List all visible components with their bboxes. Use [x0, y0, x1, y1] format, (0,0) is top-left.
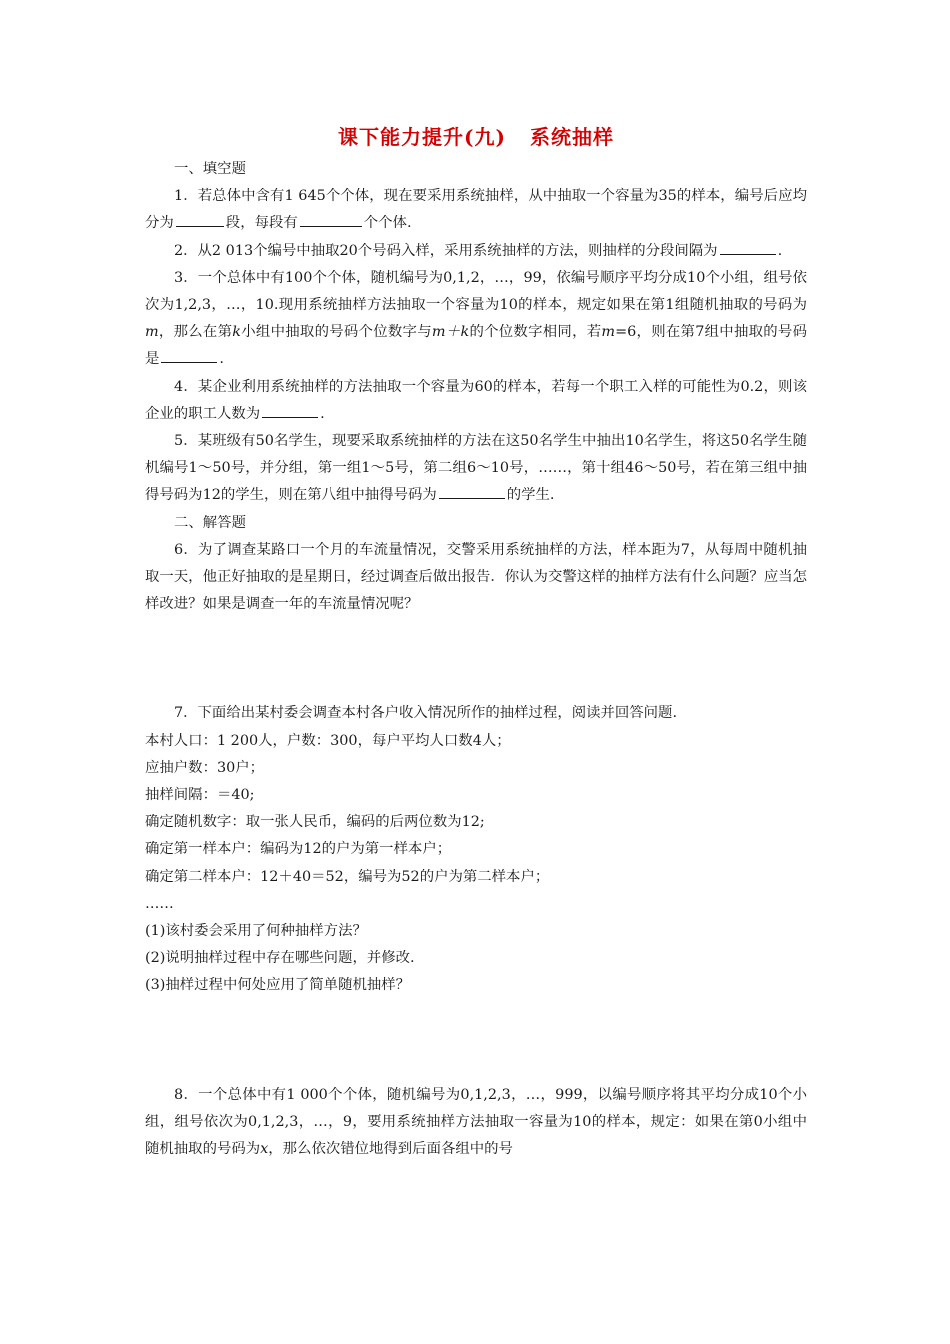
q7-subquestion-2: (2)说明抽样过程中存在哪些问题，并修改.	[145, 950, 415, 967]
section-heading-answer: 二、解答题	[174, 514, 246, 531]
question-7-intro: 7．下面给出某村委会调查本村各户收入情况所作的抽样过程，阅读并回答问题.	[174, 705, 678, 722]
question-4	[145, 374, 807, 428]
q3-text-a: 3．一个总体中有100个个体，随机编号为0,1,2，…，99，依编号顺序平均分成10个小组，组号依次为1,2,3，…，10.现用系统抽样方法抽取一个容量为10的样本，规定如果在第1组随机抽取的号码为	[145, 269, 807, 314]
q2-text-b: .	[777, 242, 783, 259]
answer-blank	[161, 346, 217, 363]
q1-text-b: 段，每段有	[225, 215, 298, 232]
q1-text-a: 1．若总体中含有1 645个个体，现在要采用系统抽样，从中抽取一个容量为35的样本，编号后应均分为	[145, 188, 807, 232]
document-page	[145, 120, 807, 1163]
q5-text-b: 的学生.	[506, 487, 555, 504]
q7-line: 应抽户数：30户；	[145, 759, 265, 776]
q7-line: 抽样间隔：＝40;	[145, 787, 255, 804]
answer-space	[145, 618, 807, 700]
q7-subquestion-1: (1)该村委会采用了何种抽样方法？	[145, 923, 367, 940]
q4-text-b: .	[320, 405, 325, 422]
variable-m: m	[601, 324, 616, 341]
q7-line: ……	[145, 895, 174, 912]
answer-blank	[176, 210, 224, 227]
question-8	[145, 1082, 807, 1164]
q4-text-a: 4．某企业利用系统抽样的方法抽取一个容量为60的样本，若每一个职工入样的可能性为0.2，则该企业的职工人数为	[145, 378, 807, 422]
variable-k: k	[232, 324, 241, 341]
q3-text-e: =6，则在第7组中抽取的号码是	[145, 324, 807, 368]
question-6: 6．为了调查某路口一个月的车流量情况，交警采用系统抽样的方法，样本距为7，从每周中随机抽取一天，他正好抽取的是星期日，经过调查后做出报告．你认为交警这样的抽样方法有什么问题？应当怎样改进？如果是调查一年的车流量情况呢？	[145, 541, 807, 613]
q3-text-d: 的个位数字相同，若	[469, 324, 602, 341]
q7-line: 本村人口：1 200人，户数：300，每户平均人口数4人；	[145, 732, 511, 749]
variable-m: m	[145, 324, 159, 341]
answer-blank	[262, 401, 318, 418]
title-sub: 系统抽样	[529, 125, 614, 149]
answer-blank	[439, 482, 505, 499]
title-main: 课下能力提升(九)	[338, 125, 506, 149]
answer-blank	[720, 238, 776, 255]
q1-text-c: 个个体.	[363, 215, 412, 232]
section-heading-fill-blank: 一、填空题	[174, 161, 246, 177]
q3-text-f: .	[219, 351, 224, 368]
q7-line: 确定随机数字：取一张人民币，编码的后两位数为12;	[145, 814, 485, 831]
q5-text-a: 5．某班级有50名学生，现要采取系统抽样的方法在这50名学生中抽出10名学生，将这50名学生随机编号1～50号，并分组，第一组1～5号，第二组6～10号，……，第十组46～50号，若在第三组中抽得号码为12的学生，则在第八组中抽得号码为	[145, 433, 807, 504]
question-3	[145, 265, 807, 374]
q3-text-c: 小组中抽取的号码个位数字与	[240, 324, 432, 341]
q7-line: 确定第二样本户：12＋40＝52，编号为52的户为第二样本户；	[145, 868, 550, 885]
answer-blank	[300, 210, 362, 227]
question-5	[145, 428, 807, 510]
q3-text-b: ，那么在第	[158, 324, 233, 341]
q8-text-a: 8．一个总体中有1 000个个体，随机编号为0,1,2,3，…，999，以编号顺序将其平均分成10个小组，组号依次为0,1,2,3，…，9，要用系统抽样方法抽取一容量为10的样本，规定：如果在第0小组中随机抽取的号码为	[145, 1086, 807, 1158]
q7-line: 确定第一样本户：编码为12的户为第一样本户；	[145, 841, 452, 858]
answer-space	[145, 1000, 807, 1082]
question-2	[145, 238, 807, 265]
question-1	[145, 183, 807, 237]
variable-m-plus-k: m＋k	[431, 324, 470, 341]
q8-text-b: ，那么依次错位地得到后面各组中的号	[268, 1141, 513, 1158]
q2-text-a: 2．从2 013个编号中抽取20个号码入样，采用系统抽样的方法，则抽样的分段间隔为	[174, 242, 718, 259]
page-title	[145, 120, 807, 154]
q7-subquestion-3: (3)抽样过程中何处应用了简单随机抽样？	[145, 977, 411, 994]
variable-x: x	[260, 1141, 269, 1158]
